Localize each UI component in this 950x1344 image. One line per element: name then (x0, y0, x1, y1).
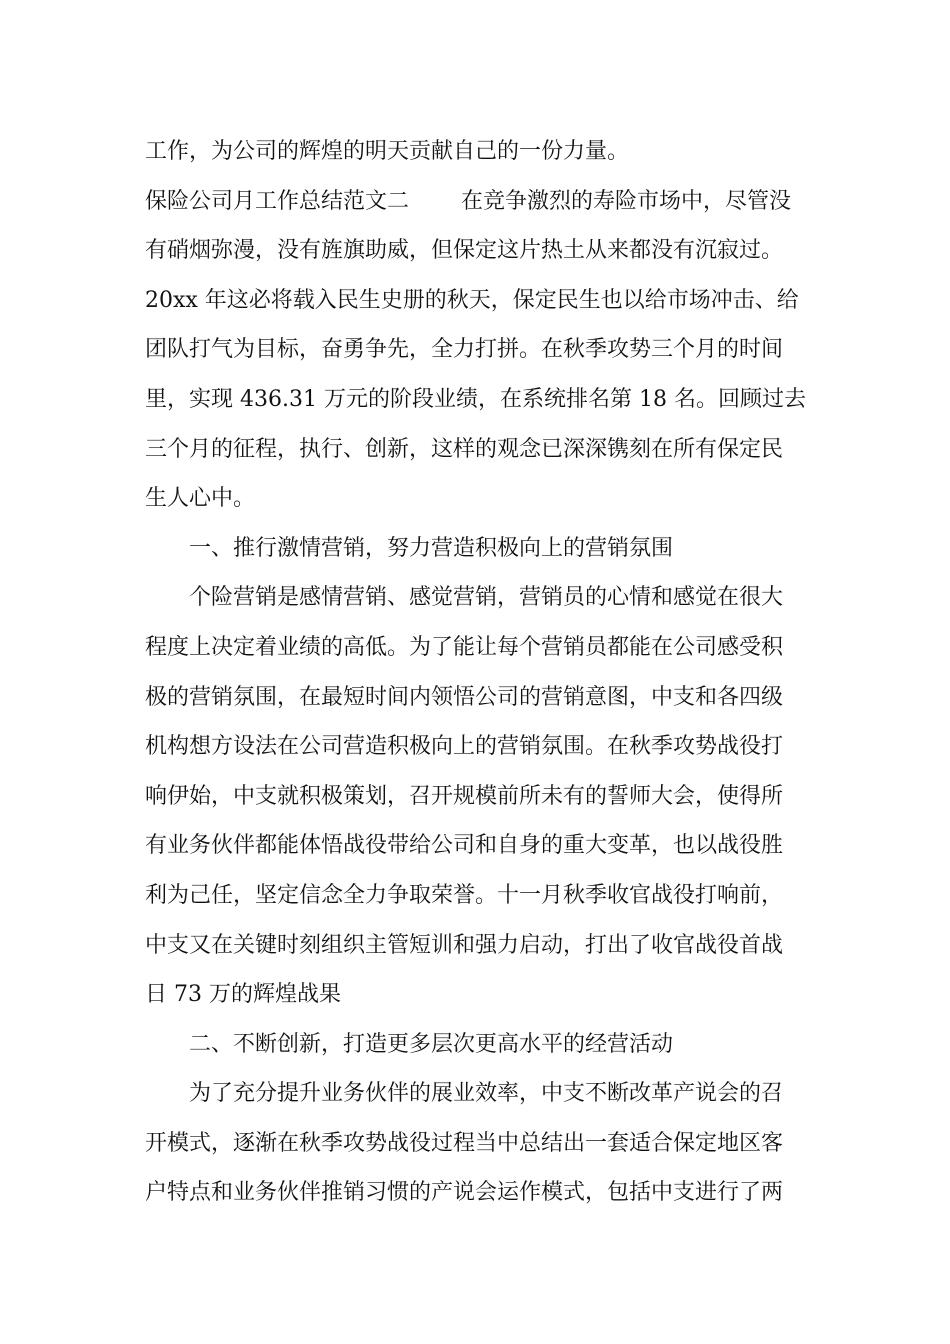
text-line: 个险营销是感情营销、感觉营销，营销员的心情和感觉在很大 (189, 585, 784, 611)
heading-two: 二、不断创新，打造更多层次更高水平的经营活动 (189, 1031, 674, 1057)
text-line: 利为己任，坚定信念全力争取荣誉。十一月秋季收官战役打响前， (145, 882, 784, 908)
section-title-line (145, 177, 825, 227)
text-line: 在竞争激烈的寿险市场中，尽管没 (461, 188, 792, 214)
text-line: 户特点和业务伙伴推销习惯的产说会运作模式，包括中支进行了两 (145, 1180, 784, 1206)
text-line: 中支又在关键时刻组织主管短训和强力启动，打出了收官战役首战 (145, 932, 784, 958)
text-line: 有硝烟弥漫，没有旌旗助威，但保定这片热土从来都没有沉寂过。 (145, 238, 784, 264)
text-line: 有业务伙伴都能体悟战役带给公司和自身的重大变革，也以战役胜 (145, 833, 784, 859)
text-line: 为了充分提升业务伙伴的展业效率，中支不断改革产说会的召 (189, 1081, 784, 1107)
heading-one: 一、推行激情营销，努力营造积极向上的营销氛围 (189, 535, 674, 561)
text-line: 日 73 万的辉煌战果 (145, 982, 341, 1008)
document-body (145, 127, 825, 1218)
section-title: 保险公司月工作总结范文二 (145, 188, 410, 214)
text-line: 三个月的征程，执行、创新，这样的观念已深深镌刻在所有保定民 (145, 436, 784, 462)
text-line: 里，实现 436.31 万元的阶段业绩，在系统排名第 18 名。回顾过去 (145, 386, 806, 412)
text-line: 工作，为公司的辉煌的明天贡献自己的一份力量。 (145, 139, 630, 164)
text-line: 20xx 年这必将载入民生史册的秋天，保定民生也以给市场冲击、给 (145, 287, 799, 313)
text-line: 极的营销氛围，在最短时间内领悟公司的营销意图，中支和各四级 (145, 684, 784, 710)
text-line: 生人心中。 (145, 486, 256, 512)
text-line: 响伊始，中支就积极策划，召开规模前所未有的誓师大会，使得所 (145, 783, 784, 809)
text-line: 机构想方设法在公司营造积极向上的营销氛围。在秋季攻势战役打 (145, 734, 784, 760)
text-line: 开模式，逐渐在秋季攻势战役过程当中总结出一套适合保定地区客 (145, 1130, 784, 1156)
text-line: 团队打气为目标，奋勇争先，全力打拼。在秋季攻势三个月的时间 (145, 337, 784, 363)
text-line: 程度上决定着业绩的高低。为了能让每个营销员都能在公司感受积 (145, 634, 784, 660)
